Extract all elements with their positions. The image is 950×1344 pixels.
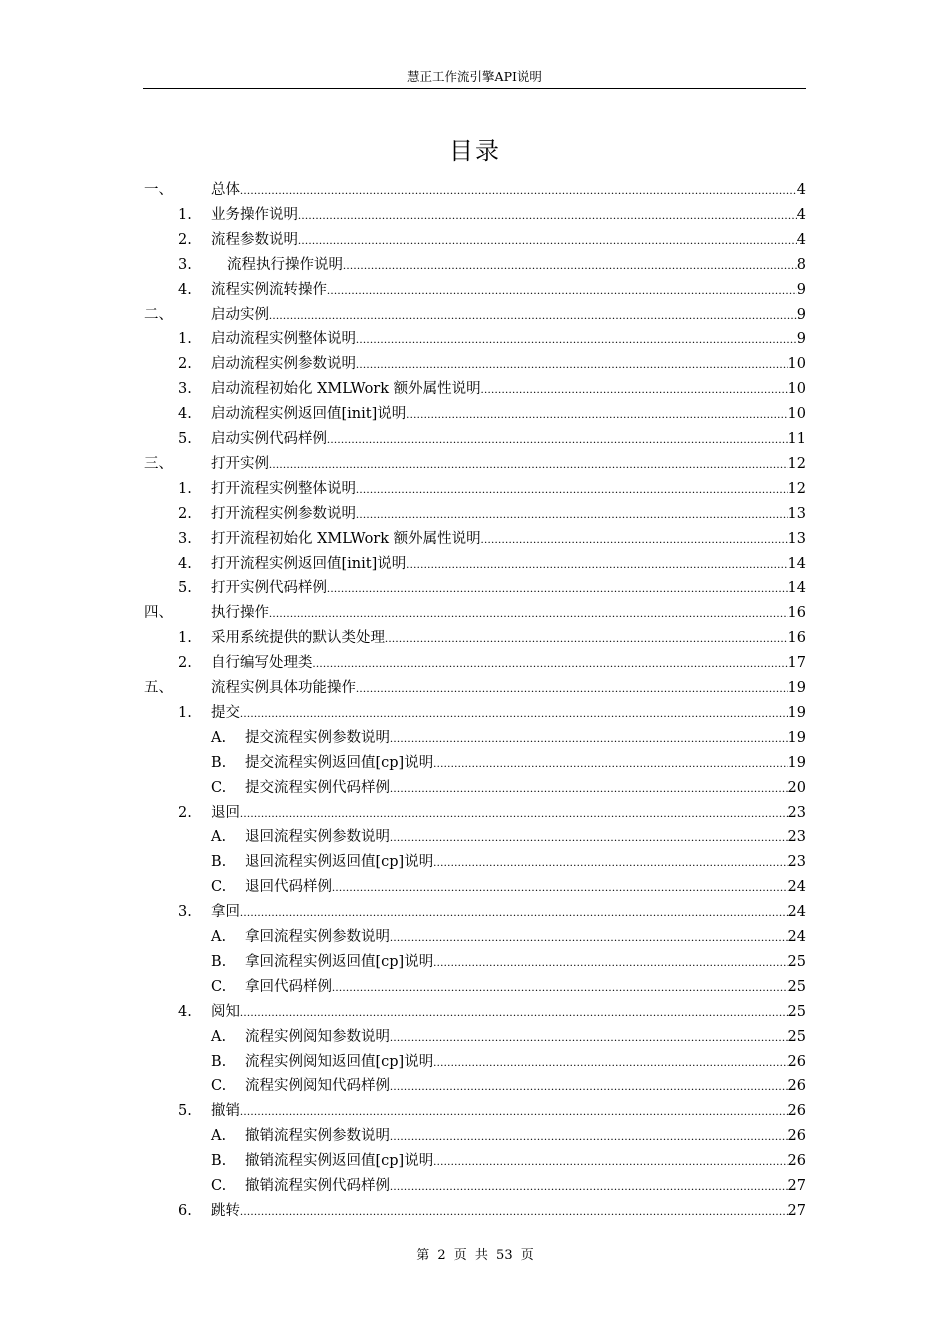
toc-entry-leader	[406, 555, 787, 573]
toc-entry-page: 25	[787, 1028, 806, 1045]
toc-entry-page: 13	[787, 505, 806, 522]
toc-entry-text: 退回	[211, 804, 240, 821]
toc-entry-number: B.	[211, 854, 227, 871]
toc-entry-page: 27	[787, 1202, 806, 1219]
toc-entry-number: 五、	[144, 680, 173, 696]
toc-entry-page: 8	[796, 256, 806, 273]
toc-entry-leader	[332, 978, 788, 996]
toc-entry-leader	[298, 231, 797, 249]
toc-entry-page: 23	[787, 854, 806, 871]
toc-entry-leader	[406, 405, 787, 423]
toc-entry[interactable]	[144, 175, 806, 199]
toc-entry-number: 4.	[178, 1003, 192, 1020]
toc-entry-number: 2.	[178, 655, 192, 672]
toc-entry[interactable]	[178, 324, 806, 348]
toc-entry[interactable]	[211, 723, 806, 747]
toc-entry-number: 3.	[178, 904, 192, 921]
toc-entry[interactable]	[144, 673, 806, 697]
toc-entry[interactable]	[211, 847, 806, 871]
toc-entry[interactable]	[178, 225, 806, 249]
toc-entry-number: A.	[211, 829, 227, 846]
toc-entry-text: 流程实例阅知代码样例	[245, 1078, 390, 1095]
toc-entry-text: 撤销流程实例代码样例	[245, 1178, 390, 1194]
toc-entry-page: 12	[787, 480, 806, 497]
toc-entry-leader	[390, 1177, 788, 1195]
toc-entry[interactable]	[178, 549, 806, 573]
toc-entry[interactable]	[178, 399, 806, 423]
toc-entry-leader	[390, 1077, 788, 1095]
toc-entry-text: 拿回流程实例返回值[cp]说明	[245, 953, 434, 970]
toc-entry-number: 2.	[178, 804, 192, 821]
toc-entry[interactable]	[178, 798, 806, 822]
toc-entry-text: 自行编写处理类	[211, 655, 313, 672]
toc-entry-page: 10	[787, 356, 806, 373]
toc-entry-leader	[390, 1127, 788, 1145]
toc-entry-leader	[433, 1053, 787, 1071]
toc-entry[interactable]	[211, 947, 806, 971]
toc-entry-number: C.	[211, 879, 227, 896]
toc-entry-number: A.	[211, 1028, 227, 1045]
toc-entry-page: 19	[787, 729, 806, 746]
toc-entry-text: 启动实例代码样例	[211, 431, 327, 447]
toc-entry[interactable]	[178, 275, 806, 299]
toc-entry[interactable]	[178, 698, 806, 722]
toc-entry-leader	[240, 804, 788, 822]
toc-entry-leader	[332, 878, 788, 896]
toc-entry-leader	[327, 579, 788, 597]
toc-entry-page: 27	[787, 1178, 806, 1194]
toc-entry[interactable]	[211, 1146, 806, 1170]
toc-entry-text: 拿回	[211, 904, 240, 921]
toc-entry[interactable]	[211, 773, 806, 797]
toc-entry-text: 提交流程实例参数说明	[245, 729, 390, 746]
toc-entry-page: 10	[787, 381, 806, 398]
toc-entry-leader	[240, 1102, 788, 1120]
toc-entry-number: 三、	[144, 455, 173, 472]
toc-entry-leader	[356, 480, 788, 498]
toc-entry-page: 13	[787, 530, 806, 547]
toc-entry-text: 打开实例	[211, 455, 269, 472]
toc-entry[interactable]	[178, 1196, 806, 1220]
toc-entry-page: 17	[787, 655, 806, 672]
toc-entry-leader	[240, 704, 788, 722]
toc-entry-page: 16	[787, 605, 806, 622]
toc-entry-page: 26	[787, 1103, 806, 1120]
toc-entry-page: 23	[787, 804, 806, 821]
toc-entry[interactable]	[178, 424, 806, 448]
toc-entry[interactable]	[211, 872, 806, 896]
toc-entry-text: 阅知	[211, 1003, 240, 1020]
toc-entry-text: 流程实例阅知参数说明	[245, 1028, 390, 1045]
toc-entry-page: 14	[787, 580, 806, 597]
toc-entry-number: 一、	[144, 182, 173, 198]
toc-entry-text: 启动实例	[211, 306, 269, 323]
toc-entry-page: 16	[787, 630, 806, 647]
toc-entry-number: B.	[211, 1053, 227, 1070]
toc-entry-number: B.	[211, 1153, 227, 1170]
toc-entry-number: 二、	[144, 306, 173, 323]
toc-entry-page: 4	[796, 182, 806, 198]
toc-entry-text: 撤销流程实例返回值[cp]说明	[245, 1153, 434, 1170]
toc-entry[interactable]	[211, 1071, 806, 1095]
toc-entry-number: 6.	[178, 1202, 192, 1219]
toc-entry-number: 3.	[178, 381, 192, 398]
toc-entry-leader	[433, 1152, 787, 1170]
toc-entry-number: C.	[211, 779, 227, 796]
toc-entry-text: 流程参数说明	[211, 231, 298, 248]
toc-entry[interactable]	[211, 1171, 806, 1195]
toc-entry-leader	[313, 654, 788, 672]
toc-entry-page: 4	[796, 206, 806, 223]
toc-entry-leader	[385, 629, 788, 647]
toc-entry-number: A.	[211, 729, 227, 746]
toc-entry-number: 1.	[178, 331, 192, 348]
toc-entry-text: 启动流程实例返回值[init]说明	[211, 406, 407, 423]
toc-entry-number: 3.	[178, 530, 192, 547]
toc-entry-leader	[390, 779, 788, 797]
toc-entry-number: 5.	[178, 1103, 192, 1120]
toc-entry[interactable]	[211, 922, 806, 946]
toc-entry[interactable]	[178, 499, 806, 523]
toc-entry-leader	[240, 1202, 788, 1220]
toc-entry-text: 流程实例阅知返回值[cp]说明	[245, 1053, 434, 1070]
toc-entry[interactable]	[178, 623, 806, 647]
toc-entry[interactable]	[178, 474, 806, 498]
toc-entry-text: 跳转	[211, 1202, 240, 1219]
toc-entry-leader	[433, 754, 787, 772]
toc-entry-text: 退回流程实例参数说明	[245, 829, 390, 846]
toc-entry-page: 12	[787, 455, 806, 472]
toc-entry-leader	[356, 679, 788, 697]
toc-entry-leader	[327, 430, 788, 448]
toc-entry-leader	[343, 256, 797, 274]
toc-entry-leader	[390, 1028, 788, 1046]
toc-entry-page: 9	[796, 281, 806, 298]
toc-entry-number: C.	[211, 1178, 227, 1194]
toc-entry-number: 四、	[144, 605, 173, 622]
toc-entry[interactable]	[144, 449, 806, 473]
toc-entry-text: 流程实例流转操作	[211, 281, 327, 298]
toc-entry[interactable]	[178, 897, 806, 921]
toc-entry-leader	[390, 828, 788, 846]
toc-entry-text: 拿回流程实例参数说明	[245, 929, 390, 945]
toc-entry-number: 2.	[178, 505, 192, 522]
toc-entry-text: 打开流程初始化 XMLWork 额外属性说明	[211, 530, 481, 547]
header-title: 慧正工作流引擎API说明	[407, 69, 542, 84]
toc-entry-leader	[269, 604, 788, 622]
toc-entry[interactable]	[178, 573, 806, 597]
toc-entry-page: 26	[787, 1053, 806, 1070]
toc-entry-number: C.	[211, 978, 227, 995]
toc-entry-text: 流程执行操作说明	[227, 256, 343, 273]
toc-entry-text: 拿回代码样例	[245, 978, 332, 995]
toc-entry-text: 撤销	[211, 1103, 240, 1120]
toc-entry-page: 24	[787, 879, 806, 896]
toc-entry-text: 执行操作	[211, 605, 269, 622]
toc-entry[interactable]	[178, 648, 806, 672]
toc-entry-text: 打开流程实例参数说明	[211, 505, 356, 522]
toc-entry-number: 1.	[178, 206, 192, 223]
toc-entry-leader	[240, 1003, 788, 1021]
toc-entry[interactable]	[178, 250, 806, 274]
toc-entry-page: 19	[787, 754, 806, 771]
toc-entry-number: 1.	[178, 630, 192, 647]
toc-entry-text: 撤销流程实例参数说明	[245, 1128, 390, 1145]
toc-entry-leader	[433, 953, 787, 971]
toc-entry[interactable]	[178, 200, 806, 224]
toc-entry-leader	[390, 729, 788, 747]
toc-entry-text: 打开流程实例整体说明	[211, 480, 356, 497]
toc-entry-leader	[481, 530, 788, 548]
toc-entry-leader	[269, 455, 788, 473]
toc-entry-page: 25	[787, 1003, 806, 1020]
toc-entry-text: 业务操作说明	[211, 206, 298, 223]
toc-entry[interactable]	[211, 822, 806, 846]
toc-entry-number: 4.	[178, 555, 192, 572]
toc-entry-leader	[298, 206, 797, 224]
toc-entry-page: 20	[787, 779, 806, 796]
toc-entry-leader	[433, 853, 787, 871]
toc-entry-page: 14	[787, 555, 806, 572]
toc-entry-page: 26	[787, 1153, 806, 1170]
toc-entry[interactable]	[144, 300, 806, 324]
toc-entry-page: 26	[787, 1078, 806, 1095]
toc-entry-text: 启动流程实例参数说明	[211, 356, 356, 373]
toc-entry-number: 1.	[178, 480, 192, 497]
page-footer: 第 2 页 共 53 页	[416, 1248, 534, 1263]
toc-entry-leader	[327, 281, 797, 299]
toc-entry[interactable]	[178, 349, 806, 373]
toc-entry-text: 退回流程实例返回值[cp]说明	[245, 854, 434, 871]
toc-entry-text: 启动流程实例整体说明	[211, 331, 356, 348]
toc-entry-text: 启动流程初始化 XMLWork 额外属性说明	[211, 381, 481, 398]
toc-entry[interactable]	[211, 972, 806, 996]
toc-entry-number: 5.	[178, 431, 192, 447]
toc-entry-number: B.	[211, 953, 227, 970]
toc-entry[interactable]	[211, 748, 806, 772]
toc-entry-text: 打开流程实例返回值[init]说明	[211, 555, 407, 572]
toc-entry-number: 1.	[178, 704, 192, 721]
toc-entry-number: 4.	[178, 406, 192, 423]
toc-entry-page: 4	[796, 231, 806, 248]
toc-entry-number: B.	[211, 754, 227, 771]
toc-entry-number: 2.	[178, 356, 192, 373]
toc-entry-page: 19	[787, 704, 806, 721]
toc-entry-page: 25	[787, 978, 806, 995]
toc-entry-page: 9	[796, 306, 806, 323]
toc-entry-page: 11	[787, 431, 806, 447]
toc-entry-text: 提交	[211, 704, 240, 721]
toc-entry-text: 打开实例代码样例	[211, 580, 327, 597]
toc-entry[interactable]	[178, 1096, 806, 1120]
toc-entry-leader	[356, 330, 797, 348]
toc-entry-number: A.	[211, 1128, 227, 1145]
toc-entry-page: 10	[787, 406, 806, 423]
toc-entry-text: 退回代码样例	[245, 879, 332, 896]
toc-entry-leader	[269, 306, 797, 324]
toc-entry-page: 25	[787, 953, 806, 970]
toc-entry-leader	[240, 903, 788, 921]
toc-entry[interactable]	[211, 1121, 806, 1145]
toc-entry-leader	[356, 505, 788, 523]
toc-entry-page: 26	[787, 1128, 806, 1145]
toc-entry-text: 提交流程实例代码样例	[245, 779, 390, 796]
toc-entry-number: 2.	[178, 231, 192, 248]
toc-entry-page: 9	[796, 331, 806, 348]
toc-entry-text: 采用系统提供的默认类处理	[211, 630, 385, 647]
toc-entry-leader	[356, 355, 788, 373]
toc-entry-number: C.	[211, 1078, 227, 1095]
toc-entry-number: 4.	[178, 281, 192, 298]
toc-entry-number: 5.	[178, 580, 192, 597]
toc-entry[interactable]	[178, 374, 806, 398]
toc-entry-leader	[390, 928, 788, 946]
toc-title: 目录	[449, 137, 501, 165]
toc-entry-number: A.	[211, 929, 227, 945]
toc-entry[interactable]	[144, 598, 806, 622]
toc-entry-number: 3.	[178, 256, 192, 273]
toc-entry-text: 总体	[211, 182, 240, 198]
toc-entry-text: 提交流程实例返回值[cp]说明	[245, 754, 434, 771]
toc-entry-page: 23	[787, 829, 806, 846]
toc-entry[interactable]	[178, 524, 806, 548]
toc-entry[interactable]	[211, 1047, 806, 1071]
toc-entry-page: 24	[787, 904, 806, 921]
toc-entry-leader	[481, 380, 788, 398]
toc-entry-leader	[240, 181, 797, 199]
toc-entry[interactable]	[178, 997, 806, 1021]
toc-entry-page: 19	[787, 680, 806, 696]
toc-entry-text: 流程实例具体功能操作	[211, 680, 356, 696]
toc-entry-page: 24	[787, 929, 806, 945]
page-header	[143, 68, 806, 89]
toc-entry[interactable]	[211, 1022, 806, 1046]
